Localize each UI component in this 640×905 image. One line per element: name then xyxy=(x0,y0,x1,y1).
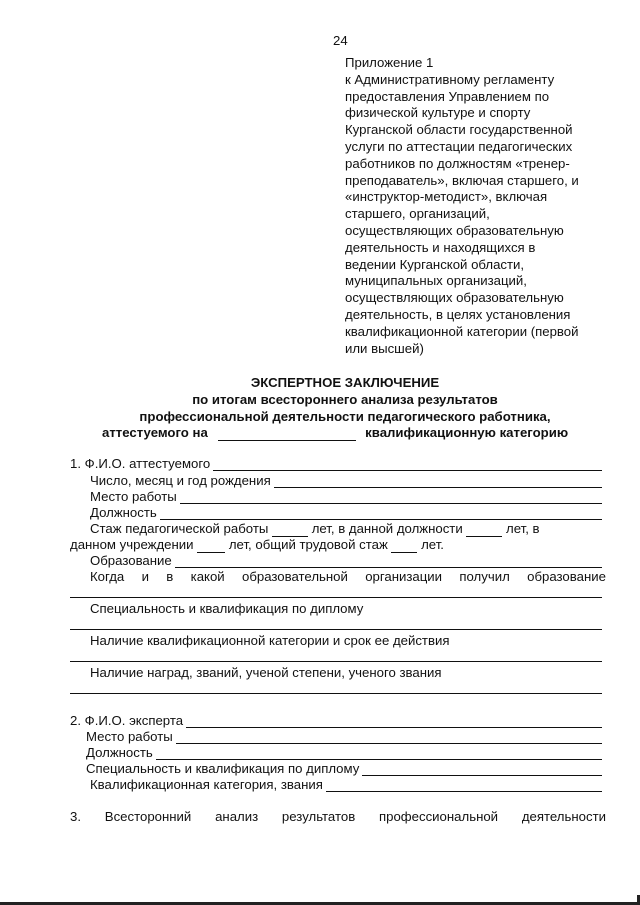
word: результатов xyxy=(281,809,356,824)
exp-total-field[interactable] xyxy=(391,537,417,553)
fio-label: 1. Ф.И.О. аттестуемого xyxy=(70,456,211,471)
exp-inst-label: данном учреждении xyxy=(70,537,194,552)
doc-subtitle-line-1: по итогам всестороннего анализа результатов xyxy=(192,392,498,407)
birth-label: Число, месяц и год рождения xyxy=(90,473,271,488)
education-when-row xyxy=(90,569,606,584)
page-number: 24 xyxy=(333,33,348,48)
word: какой xyxy=(190,569,225,584)
annex-line: Курганской области государственной xyxy=(345,122,573,138)
education-field[interactable] xyxy=(175,555,602,568)
doc-subtitle-line-3 xyxy=(102,425,568,441)
annex-line: к Административному регламенту xyxy=(345,71,555,87)
exp-total-suffix: лет. xyxy=(421,537,444,552)
word: в xyxy=(166,569,174,584)
education-row xyxy=(90,553,602,568)
expert-work-label: Место работы xyxy=(86,729,173,744)
annex-block xyxy=(345,55,579,357)
expert-specialty-field[interactable] xyxy=(362,763,602,776)
doc-subtitle-line-2: профессиональной деятельности педагогического работника, xyxy=(139,409,551,424)
work-label: Место работы xyxy=(90,489,177,504)
word: получил xyxy=(459,569,510,584)
category-prefix: аттестуемого на xyxy=(102,425,208,440)
annex-line: муниципальных организаций, xyxy=(345,273,527,289)
word: деятельности xyxy=(521,809,606,824)
exp-position-field[interactable] xyxy=(466,521,502,537)
birth-field[interactable] xyxy=(274,475,602,488)
annex-line: деятельность, в целях установления xyxy=(345,306,571,322)
expert-work-row xyxy=(86,729,602,744)
word: и xyxy=(141,569,149,584)
exp-total-label: лет, общий трудовой стаж xyxy=(228,537,388,552)
position-label: Должность xyxy=(90,505,157,520)
word: 3. xyxy=(70,809,81,824)
expert-fio-field[interactable] xyxy=(186,715,602,728)
category-blank[interactable] xyxy=(218,425,356,441)
position-field[interactable] xyxy=(160,507,602,520)
annex-line: осуществляющих образовательную xyxy=(345,290,564,306)
education-when-field[interactable] xyxy=(70,597,602,598)
category-field[interactable] xyxy=(70,661,602,662)
expert-fio-label: 2. Ф.И.О. эксперта xyxy=(70,713,184,728)
work-field[interactable] xyxy=(180,491,602,504)
annex-line: ведении Курганской области, xyxy=(345,256,525,272)
expert-position-field[interactable] xyxy=(156,747,602,760)
exp-position-suffix: лет, в xyxy=(506,521,540,536)
annex-line: деятельность и находящихся в xyxy=(345,239,536,255)
education-label: Образование xyxy=(90,553,172,568)
awards-field[interactable] xyxy=(70,693,602,694)
expert-category-field[interactable] xyxy=(326,779,602,792)
exp-position-label: лет, в данной должности xyxy=(311,521,463,536)
word: образовательной xyxy=(241,569,348,584)
annex-line: Приложение 1 xyxy=(345,55,434,70)
specialty-label: Специальность и квалификация по диплому xyxy=(90,601,364,616)
annex-line: осуществляющих образовательную xyxy=(345,222,564,238)
annex-line: услуги по аттестации педагогических xyxy=(345,138,573,154)
exp-inst-field[interactable] xyxy=(197,537,225,553)
expert-category-row xyxy=(90,777,602,792)
expert-specialty-row xyxy=(86,761,602,776)
expert-fio-row xyxy=(70,713,602,728)
annex-line: или высшей) xyxy=(345,340,424,356)
annex-line: физической культуре и спорту xyxy=(345,105,531,121)
word: анализ xyxy=(215,809,259,824)
doc-title: ЭКСПЕРТНОЕ ЗАКЛЮЧЕНИЕ xyxy=(250,375,440,390)
work-row xyxy=(90,489,602,504)
expert-position-label: Должность xyxy=(86,745,153,760)
exp-ped-label: Стаж педагогической работы xyxy=(90,521,269,536)
awards-label: Наличие наград, званий, ученой степени, ученого звания xyxy=(90,665,442,680)
position-row xyxy=(90,505,602,520)
word: Когда xyxy=(90,569,125,584)
annex-line: преподаватель», включая старшего, и xyxy=(345,172,579,188)
specialty-field[interactable] xyxy=(70,629,602,630)
word: Всесторонний xyxy=(104,809,192,824)
experience-row-1 xyxy=(90,521,540,537)
fio-row xyxy=(70,456,602,471)
experience-row-2 xyxy=(70,537,444,553)
expert-specialty-label: Специальность и квалификация по диплому xyxy=(86,761,360,776)
birth-row xyxy=(90,473,602,488)
word: образование xyxy=(527,569,606,584)
category-suffix: квалификационную категорию xyxy=(365,425,569,440)
exp-ped-field[interactable] xyxy=(272,521,308,537)
expert-position-row xyxy=(86,745,602,760)
category-label: Наличие квалификационной категории и срок ее действия xyxy=(90,633,450,648)
annex-line: работников по должностям «тренер- xyxy=(345,155,570,171)
expert-category-label: Квалификационная категория, звания xyxy=(90,777,323,792)
annex-line: «инструктор-методист», включая xyxy=(345,189,548,205)
word: профессиональной xyxy=(379,809,499,824)
word: организации xyxy=(365,569,443,584)
analysis-heading-row xyxy=(70,809,606,824)
expert-work-field[interactable] xyxy=(176,731,602,744)
annex-line: квалификационной категории (первой xyxy=(345,323,579,339)
fio-field[interactable] xyxy=(213,458,602,471)
annex-line: старшего, организаций, xyxy=(345,206,490,222)
annex-line: предоставления Управлением по xyxy=(345,88,550,104)
